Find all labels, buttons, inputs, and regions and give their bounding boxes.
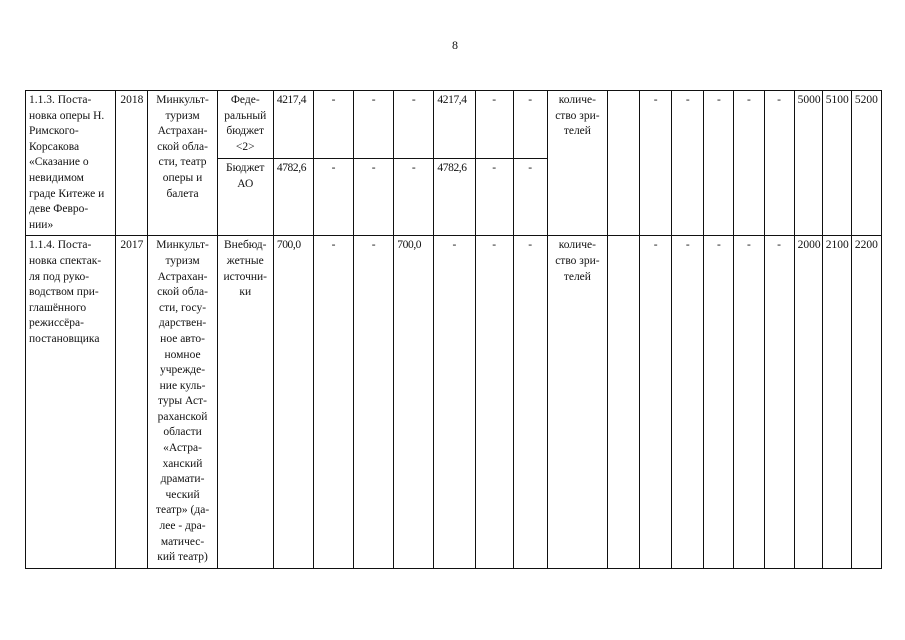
text-line: 1.1.3. Поста-: [29, 94, 92, 106]
indicator-value-cell: -: [764, 236, 794, 568]
text-line: ство зри-: [555, 109, 600, 122]
amount-cell: -: [513, 91, 547, 159]
text-line: ное авто-: [160, 332, 205, 345]
indicator-value-cell: -: [672, 91, 704, 236]
text-line: ля под руко-: [29, 270, 90, 283]
text-line: драмати-: [160, 473, 205, 486]
text-line: Астрахан-: [157, 125, 208, 138]
amount-cell: -: [475, 236, 513, 568]
indicator-value-cell: -: [734, 91, 764, 236]
text-line: кий театр): [157, 551, 208, 564]
funding-source-cell: [217, 91, 273, 159]
indicator-value-cell: -: [704, 236, 734, 568]
text-line: источни-: [223, 270, 267, 283]
amount-cell: -: [475, 91, 513, 159]
amount-cell: -: [394, 91, 434, 159]
amount-cell: -: [354, 91, 394, 159]
amount-cell: 4782,6: [434, 159, 475, 236]
indicator-value-cell: [607, 91, 639, 236]
funding-source-cell: [217, 236, 273, 568]
amount-cell: 700,0: [273, 236, 313, 568]
indicator-cell: [547, 236, 607, 568]
text-line: туризм: [165, 254, 200, 267]
text-line: граде Китеже и: [29, 187, 105, 200]
text-line: ской обла-: [157, 286, 208, 299]
text-line: режиссёра-: [29, 317, 84, 330]
text-line: учрежде-: [159, 364, 206, 377]
target-value-cell: 2000: [794, 236, 822, 568]
text-line: области: [163, 426, 202, 439]
amount-cell: -: [313, 236, 353, 568]
amount-cell: -: [313, 159, 353, 236]
text-line: нии»: [29, 218, 54, 231]
text-line: театр» (да-: [155, 504, 210, 517]
text-line: Римского-: [29, 125, 79, 138]
amount-cell: -: [313, 91, 353, 159]
text-line: Внебюд-: [224, 239, 267, 252]
text-line: жетные: [226, 254, 264, 267]
text-line: раханской: [157, 410, 208, 423]
amount-cell: 4782,6: [273, 159, 313, 236]
executor-cell: [148, 91, 217, 236]
target-value-cell: 5100: [822, 91, 851, 236]
target-value-cell: 5200: [851, 91, 881, 236]
text-line: новка оперы Н.: [29, 109, 105, 122]
indicator-value-cell: -: [764, 91, 794, 236]
text-line: деве Февро-: [29, 203, 89, 216]
text-line: количе-: [558, 94, 596, 106]
text-line: новка спектак-: [29, 254, 102, 267]
amount-cell: -: [513, 236, 547, 568]
text-line: Астрахан-: [157, 270, 208, 283]
text-line: Феде-: [230, 94, 260, 106]
target-value-cell: 5000: [794, 91, 822, 236]
text-line: сти, госу-: [159, 301, 207, 314]
text-line: Минкульт-: [156, 94, 209, 106]
text-line: «Сказание о: [29, 156, 89, 169]
year-cell: 2017: [116, 236, 148, 568]
text-line: ральный: [224, 109, 267, 122]
amount-cell: -: [394, 159, 434, 236]
text-line: лее - дра-: [159, 520, 206, 533]
text-line: ство зри-: [555, 254, 600, 267]
text-line: глашённого: [29, 301, 87, 314]
text-line: постановщика: [29, 332, 100, 345]
text-line: сти, театр: [158, 156, 207, 169]
text-line: водством при-: [29, 286, 99, 299]
funding-source-cell: [217, 159, 273, 236]
text-line: телей: [563, 270, 591, 283]
amount-cell: -: [513, 159, 547, 236]
indicator-value-cell: -: [640, 236, 672, 568]
page-number: 8: [452, 38, 458, 52]
text-line: дарствен-: [158, 317, 207, 330]
amount-cell: 4217,4: [434, 91, 475, 159]
text-line: Корсакова: [29, 140, 80, 153]
text-line: ние куль-: [159, 379, 206, 392]
activity-name-cell: [26, 91, 116, 236]
text-line: туры Аст-: [158, 395, 208, 408]
text-line: «Астра-: [163, 442, 202, 455]
text-line: матичес-: [160, 535, 205, 548]
text-line: невидимом: [29, 171, 84, 184]
amount-cell: -: [354, 236, 394, 568]
text-line: телей: [563, 125, 591, 138]
text-line: туризм: [165, 109, 200, 122]
text-line: ческий: [165, 488, 200, 501]
text-line: ки: [239, 286, 252, 299]
indicator-value-cell: -: [672, 236, 704, 568]
text-line: балета: [166, 187, 199, 200]
text-line: бюджет: [226, 125, 265, 138]
text-line: 1.1.4. Поста-: [29, 239, 92, 252]
activity-plan-table: [25, 90, 882, 569]
indicator-cell: [547, 91, 607, 236]
text-line: оперы и: [162, 171, 203, 184]
text-line: ской обла-: [157, 140, 208, 153]
text-line: Бюджет: [226, 162, 265, 175]
amount-cell: 4217,4: [273, 91, 313, 159]
amount-cell: -: [475, 159, 513, 236]
executor-cell: [148, 236, 217, 568]
target-value-cell: 2100: [822, 236, 851, 568]
target-value-cell: 2200: [851, 236, 881, 568]
text-line: АО: [237, 177, 254, 190]
amount-cell: 700,0: [394, 236, 434, 568]
text-line: <2>: [235, 140, 255, 153]
text-line: номное: [164, 348, 201, 361]
amount-cell: -: [354, 159, 394, 236]
activity-name-cell: [26, 236, 116, 568]
table-row: [26, 236, 882, 568]
indicator-value-cell: [607, 236, 639, 568]
indicator-value-cell: -: [734, 236, 764, 568]
indicator-value-cell: -: [640, 91, 672, 236]
amount-cell: -: [434, 236, 475, 568]
text-line: ханский: [162, 457, 203, 470]
year-cell: 2018: [116, 91, 148, 236]
indicator-value-cell: -: [704, 91, 734, 236]
text-line: количе-: [558, 239, 596, 252]
table-row: [26, 91, 882, 159]
text-line: Минкульт-: [156, 239, 209, 252]
